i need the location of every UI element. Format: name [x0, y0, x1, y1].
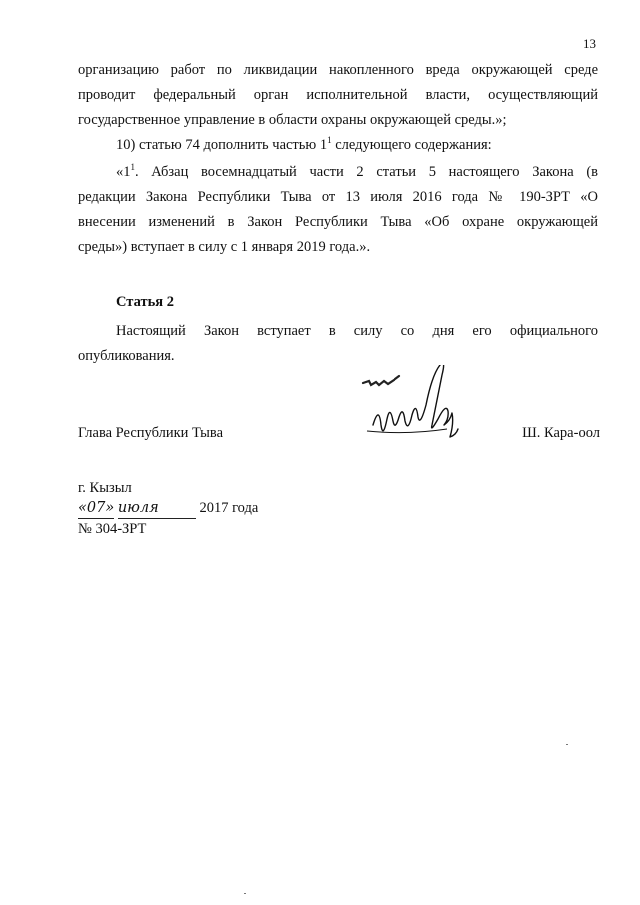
page-number: 13 [583, 36, 596, 51]
city: г. Кызыл [78, 480, 132, 496]
quote-mark: » [105, 500, 115, 516]
quote-mark: « [78, 500, 87, 516]
text-segment: следующего содержания: [331, 137, 492, 153]
day-value: 07 [86, 500, 106, 516]
date-day [78, 498, 114, 519]
text-line: внесении изменений в Закон Республики Тыва «Об охране окружающей [78, 214, 598, 230]
text-line: среды») вступает в силу с 1 января 2019 года.». [78, 239, 371, 255]
handwritten-signature [355, 365, 495, 465]
paragraph-continuation [78, 58, 598, 133]
place-date-block [78, 478, 258, 539]
signatory-position: Глава Республики Тыва [78, 425, 224, 441]
text-segment: . Абзац восемнадцатый части 2 статьи 5 настоящего Закона (в [135, 164, 598, 180]
article-body [78, 319, 598, 369]
text-line: организацию работ по ликвидации накопленного вреда окружающей среде [78, 62, 598, 78]
text-line: проводит федеральный орган исполнительной власти, осуществляющий [78, 87, 598, 103]
signing-date [78, 498, 258, 519]
date-year: 2017 года [199, 500, 259, 516]
superscript: 1 [130, 162, 135, 172]
text-segment: «1 [116, 164, 131, 180]
law-number: № 304-ЗРТ [78, 521, 147, 537]
signatory-name: Ш. Кара-оол [522, 425, 600, 441]
article-title: Статья 2 [116, 294, 174, 310]
scan-speck [566, 744, 568, 745]
text-line: Настоящий Закон вступает в силу со дня его официального [116, 323, 598, 339]
text-segment: 10) статью 74 дополнить частью 1 [116, 137, 328, 153]
text-line: редакции Закона Республики Тыва от 13 июля 2016 года № 190-ЗРТ «О [78, 189, 598, 205]
text-line [78, 160, 598, 185]
paragraph-amendment-10 [78, 133, 598, 158]
superscript: 1 [327, 135, 332, 145]
text-line: опубликования. [78, 348, 175, 364]
scan-speck [244, 893, 246, 894]
date-month: июля [118, 498, 196, 519]
paragraph-inserted-part [78, 160, 598, 260]
text-line: государственное управление в области охраны окружающей среды.»; [78, 112, 507, 128]
